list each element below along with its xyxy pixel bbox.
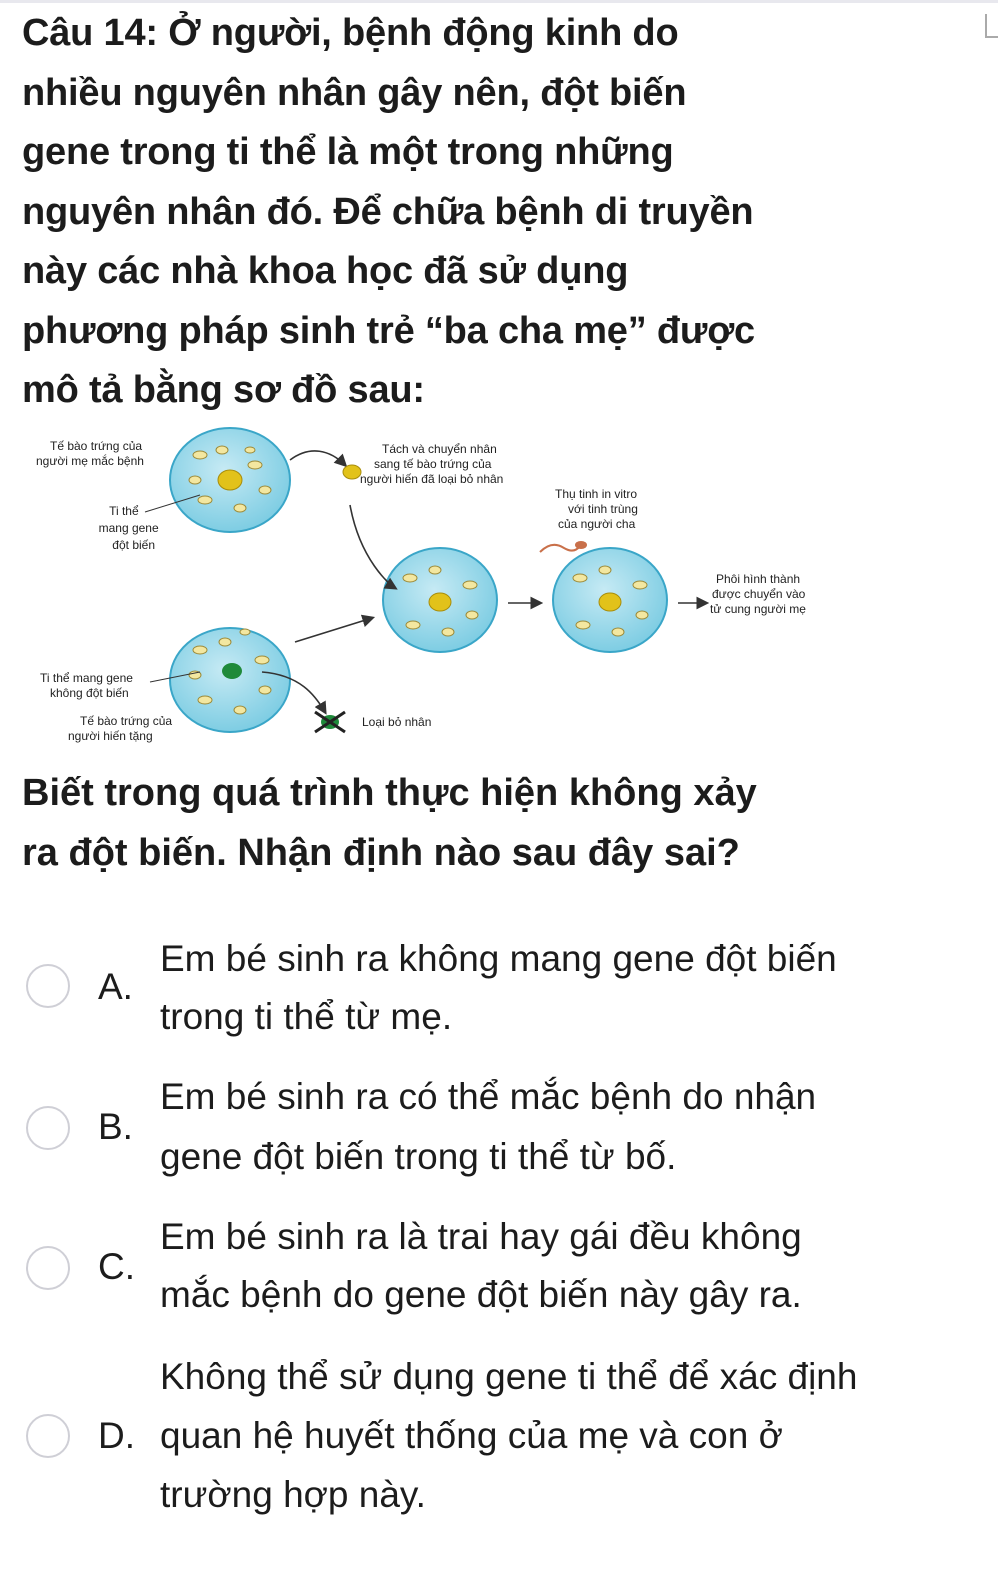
option-text: Không thể sử dụng gene ti thể để xác định	[160, 1356, 858, 1397]
question-line: nguyên nhân đó. Để chữa bệnh di truyền	[22, 190, 754, 233]
option-letter: A.	[98, 966, 133, 1007]
question-prompt	[22, 763, 982, 883]
mother-egg-cell	[170, 428, 290, 532]
option-text: Em bé sinh ra là trai hay gái đều không	[160, 1216, 802, 1257]
label-embryo: Phôi hình thành được chuyển vào tử cung người mẹ	[710, 572, 806, 616]
question-line: này các nhà khoa học đã sử dụng	[22, 250, 629, 292]
top-border	[0, 0, 998, 3]
option-text: quan hệ huyết thống của mẹ và con ở	[160, 1415, 783, 1456]
arrow-nucleus-transfer	[290, 451, 345, 465]
question-line: phương pháp sinh trẻ “ba cha mẹ” được	[22, 309, 755, 352]
label-normal-mito: Ti thể mang gene không đột biến	[40, 671, 133, 700]
question-line: nhiều nguyên nhân gây nên, đột biến	[22, 71, 687, 114]
option-text: trong ti thể từ mẹ.	[160, 996, 453, 1037]
radio-button[interactable]	[26, 1414, 70, 1458]
remove-nucleus-icon	[315, 712, 345, 732]
fertilized-egg-cell	[553, 548, 667, 652]
radio-button[interactable]	[26, 1106, 70, 1150]
question-text	[22, 4, 982, 421]
question-line: gene trong ti thể là một trong những	[22, 131, 674, 173]
option-text: Em bé sinh ra không mang gene đột biến	[160, 938, 837, 979]
transferred-nucleus	[343, 465, 361, 479]
option-letter: B.	[98, 1106, 133, 1147]
option-letter: D.	[98, 1415, 135, 1456]
option-text: gene đột biến trong ti thể từ bố.	[160, 1136, 677, 1177]
label-remove-nucleus: Loại bỏ nhân	[362, 715, 432, 729]
label-donor-cell: Tế bào trứng của người hiến tặng	[68, 714, 173, 743]
label-mother-cell: Tế bào trứng của người mẹ mắc bệnh	[36, 439, 144, 468]
option-letter: C.	[98, 1246, 135, 1287]
label-ivf: Thụ tinh in vitro với tinh trùng của người cha	[555, 487, 638, 531]
reconstructed-egg-cell	[383, 548, 497, 652]
label-mutant-mito: Ti thể mang gene đột biến	[98, 504, 159, 552]
option-text: Em bé sinh ra có thể mắc bệnh do nhận	[160, 1076, 817, 1117]
donor-egg-cell	[170, 628, 290, 732]
corner-mark	[985, 14, 998, 38]
arrow-to-recon	[350, 505, 395, 588]
option-text: trường hợp này.	[160, 1474, 426, 1515]
sperm	[540, 541, 587, 552]
question-line: ra đột biến. Nhận định nào sau đây sai?	[22, 832, 740, 874]
question-line: Câu 14: Ở người, bệnh động kinh do	[22, 12, 679, 54]
radio-button[interactable]	[26, 1246, 70, 1290]
radio-button[interactable]	[26, 964, 70, 1008]
label-transfer: Tách và chuyển nhân sang tế bào trứng của người hiến đã loại bỏ nhân	[360, 442, 504, 486]
question-line: Biết trong quá trình thực hiện không xảy	[22, 772, 757, 814]
option-text: mắc bệnh do gene đột biến này gây ra.	[160, 1274, 802, 1315]
arrow-donor-to-recon	[295, 618, 372, 642]
question-line: mô tả bằng sơ đồ sau:	[22, 369, 425, 411]
three-parent-diagram	[0, 420, 860, 760]
